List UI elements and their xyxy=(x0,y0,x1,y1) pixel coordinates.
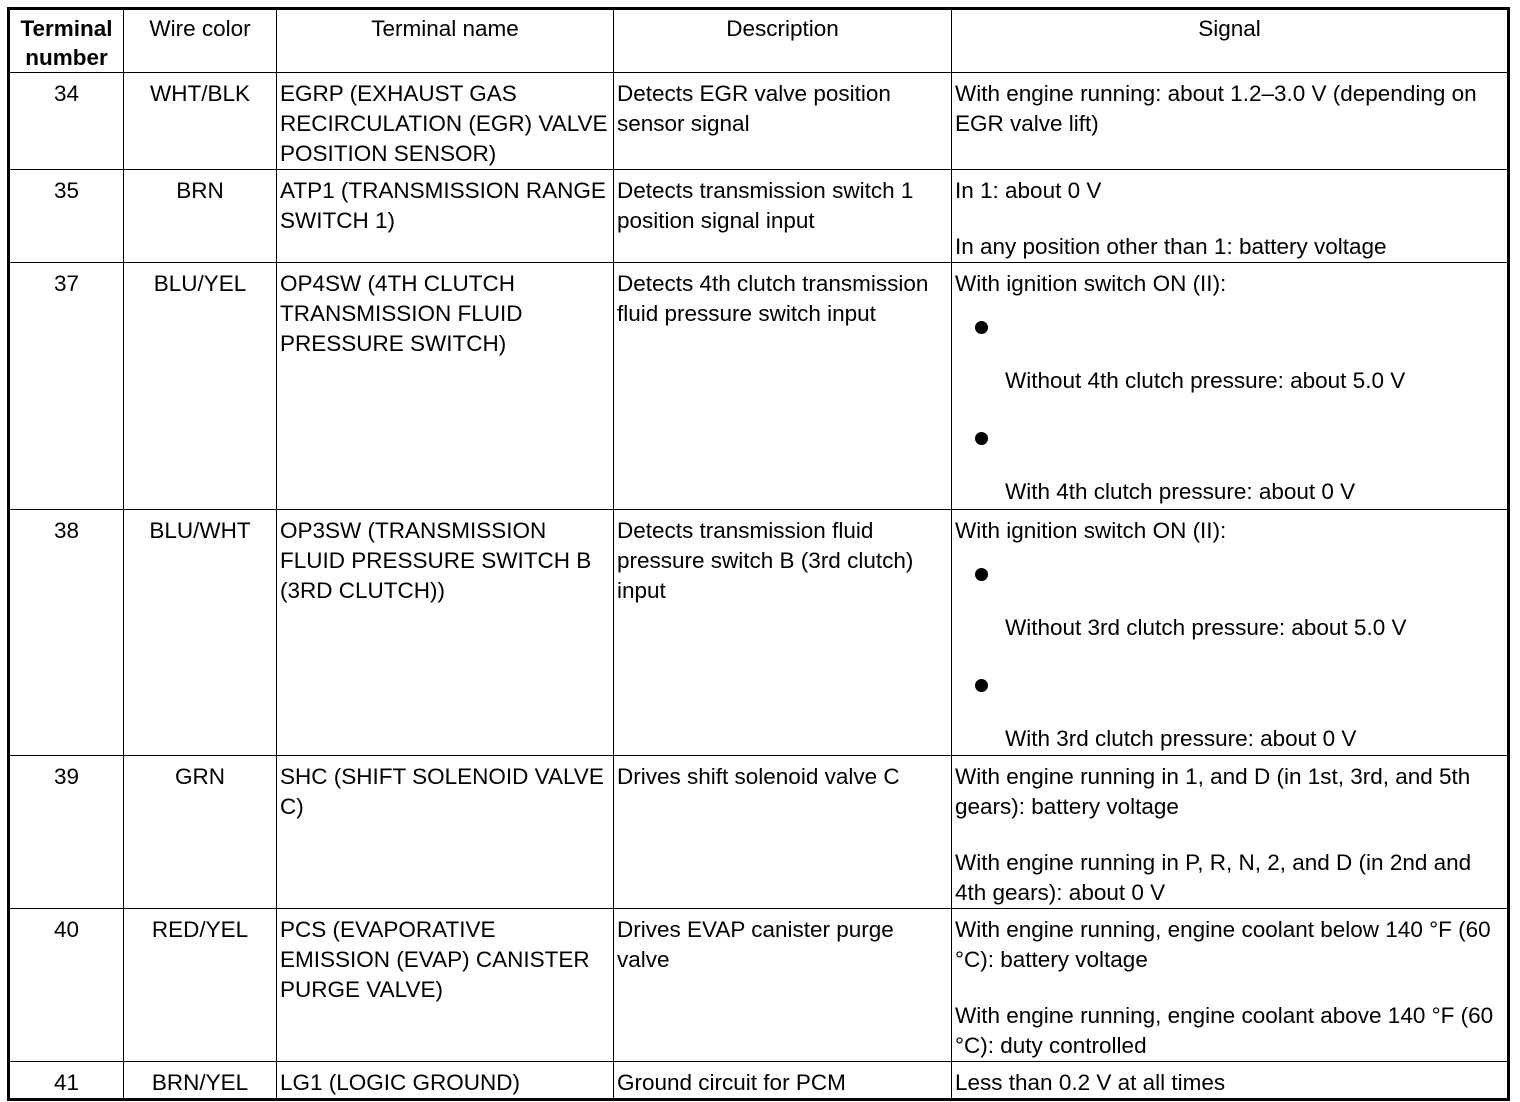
signal-text: With engine running, engine coolant below 140 °F (60 °C): battery voltage xyxy=(955,917,1491,972)
signal-list-text: With 4th clutch pressure: about 0 V xyxy=(1005,479,1356,504)
terminal-name: LG1 (LOGIC GROUND) xyxy=(277,1062,614,1100)
terminal-description: Drives shift solenoid valve C xyxy=(614,756,952,909)
signal-text: With engine running, engine coolant above 140 °F (60 °C): duty controlled xyxy=(955,1003,1494,1058)
terminal-signal xyxy=(952,73,1509,170)
terminal-description: Ground circuit for PCM xyxy=(614,1062,952,1100)
terminal-signal xyxy=(952,756,1509,909)
table-row xyxy=(9,263,1509,510)
bullet-icon xyxy=(975,679,988,692)
terminal-description: Detects transmission fluid pressure switch B (3rd clutch) input xyxy=(614,510,952,756)
signal-text: With engine running in 1, and D (in 1st, 3rd, and 5th gears): battery voltage xyxy=(955,764,1471,819)
table-row xyxy=(9,1062,1509,1100)
header-wire-color: Wire color xyxy=(124,9,277,73)
signal-text: In any position other than 1: battery voltage xyxy=(955,234,1387,259)
wire-color: WHT/BLK xyxy=(124,73,277,170)
header-terminal-name: Terminal name xyxy=(277,9,614,73)
terminal-number: 40 xyxy=(9,909,124,1062)
signal-text: With engine running: about 1.2–3.0 V (depending on EGR valve lift) xyxy=(955,81,1477,136)
wire-color: GRN xyxy=(124,756,277,909)
terminal-number: 35 xyxy=(9,170,124,263)
signal-list-item xyxy=(955,546,1504,643)
table-row xyxy=(9,73,1509,170)
table-row xyxy=(9,756,1509,909)
signal-list-item xyxy=(955,657,1504,754)
terminal-number: 34 xyxy=(9,73,124,170)
terminal-name: OP3SW (TRANSMISSION FLUID PRESSURE SWITCH B (3RD CLUTCH)) xyxy=(277,510,614,756)
signal-intro: With ignition switch ON (II): xyxy=(955,271,1227,296)
terminal-signal xyxy=(952,1062,1509,1100)
terminal-number: 39 xyxy=(9,756,124,909)
terminal-description: Detects transmission switch 1 position signal input xyxy=(614,170,952,263)
signal-list-item xyxy=(955,410,1504,507)
terminal-signal xyxy=(952,909,1509,1062)
terminal-name: EGRP (EXHAUST GAS RECIRCULATION (EGR) VALVE POSITION SENSOR) xyxy=(277,73,614,170)
wire-color: BLU/YEL xyxy=(124,263,277,510)
terminal-number: 41 xyxy=(9,1062,124,1100)
terminal-name: ATP1 (TRANSMISSION RANGE SWITCH 1) xyxy=(277,170,614,263)
terminal-description: Detects 4th clutch transmission fluid pressure switch input xyxy=(614,263,952,510)
pcm-terminal-table xyxy=(7,7,1510,1101)
signal-list-text: With 3rd clutch pressure: about 0 V xyxy=(1005,726,1357,751)
header-terminal-number: Terminal number xyxy=(9,9,124,73)
terminal-name: SHC (SHIFT SOLENOID VALVE C) xyxy=(277,756,614,909)
terminal-number: 38 xyxy=(9,510,124,756)
header-signal: Signal xyxy=(952,9,1509,73)
wire-color: RED/YEL xyxy=(124,909,277,1062)
signal-text: Less than 0.2 V at all times xyxy=(955,1070,1226,1095)
table-row xyxy=(9,510,1509,756)
signal-text: With engine running in P, R, N, 2, and D (in 2nd and 4th gears): about 0 V xyxy=(955,850,1472,905)
bullet-icon xyxy=(975,568,988,581)
wire-color: BRN/YEL xyxy=(124,1062,277,1100)
header-row xyxy=(9,9,1509,73)
bullet-icon xyxy=(975,432,988,445)
signal-list-text: Without 4th clutch pressure: about 5.0 V xyxy=(1005,368,1406,393)
signal-list-item xyxy=(955,299,1504,396)
wire-color: BLU/WHT xyxy=(124,510,277,756)
signal-list xyxy=(955,546,1504,754)
terminal-name: PCS (EVAPORATIVE EMISSION (EVAP) CANISTER PURGE VALVE) xyxy=(277,909,614,1062)
terminal-signal xyxy=(952,170,1509,263)
terminal-name: OP4SW (4TH CLUTCH TRANSMISSION FLUID PRESSURE SWITCH) xyxy=(277,263,614,510)
table-header xyxy=(9,9,1509,73)
header-description: Description xyxy=(614,9,952,73)
signal-text: In 1: about 0 V xyxy=(955,178,1102,203)
table-body xyxy=(9,73,1509,1100)
signal-list xyxy=(955,299,1504,507)
bullet-icon xyxy=(975,321,988,334)
table-row xyxy=(9,170,1509,263)
table-row xyxy=(9,909,1509,1062)
signal-list-text: Without 3rd clutch pressure: about 5.0 V xyxy=(1005,615,1407,640)
terminal-number: 37 xyxy=(9,263,124,510)
wire-color: BRN xyxy=(124,170,277,263)
terminal-signal xyxy=(952,263,1509,510)
terminal-description: Detects EGR valve position sensor signal xyxy=(614,73,952,170)
terminal-signal xyxy=(952,510,1509,756)
terminal-description: Drives EVAP canister purge valve xyxy=(614,909,952,1062)
signal-intro: With ignition switch ON (II): xyxy=(955,518,1227,543)
